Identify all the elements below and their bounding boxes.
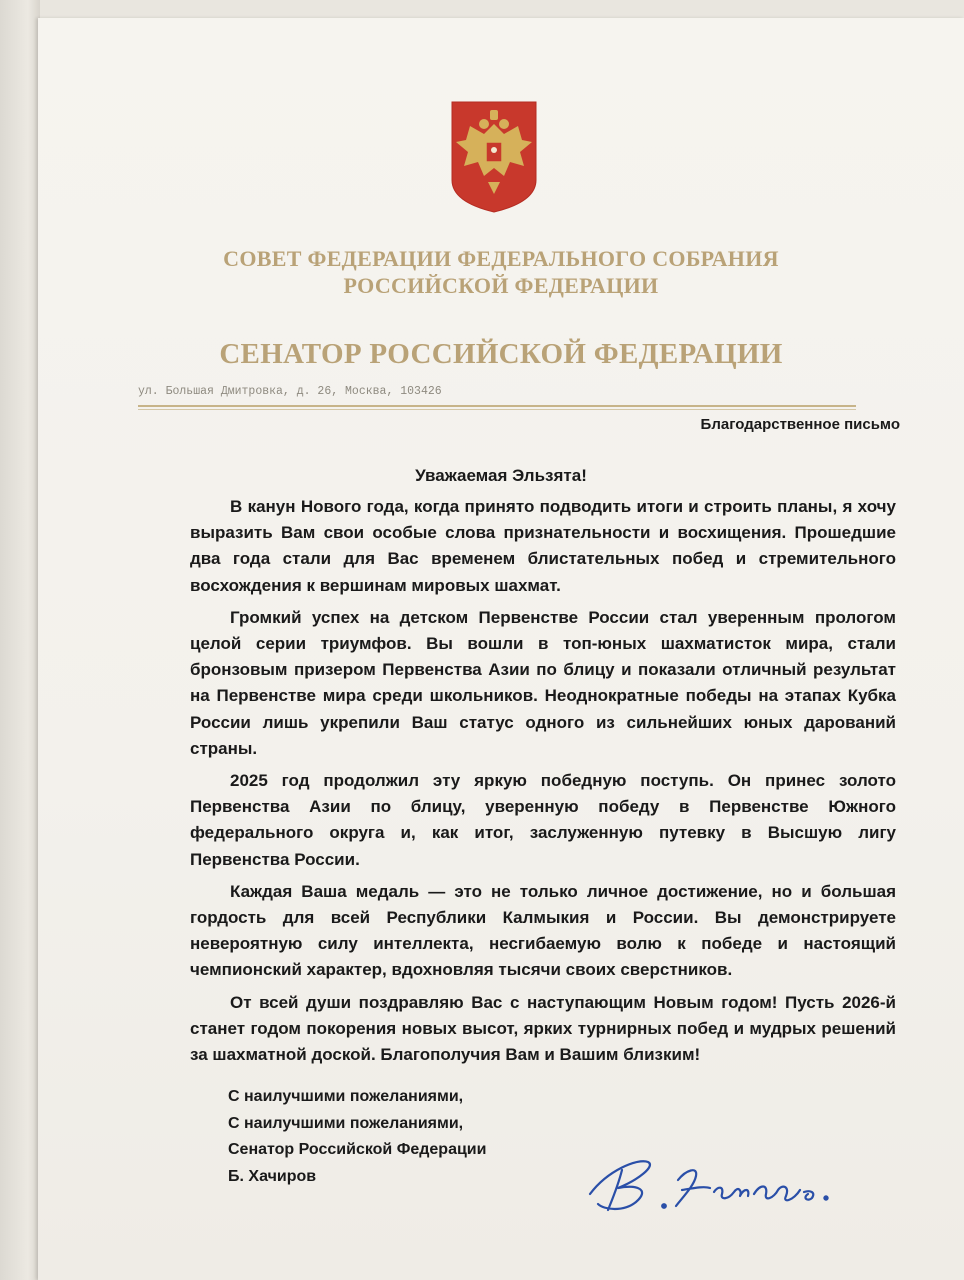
folder-edge [0,0,40,1280]
closing-line: С наилучшими пожеланиями, [228,1088,464,1105]
paragraph: 2025 год продолжил эту яркую победную поступь. Он принес золото Первенства Азии по блицу, уверенную победу в Первенстве Южного федерального округа и, как итог, заслуженную путевку в Высшую лигу Первенства России. [190,771,896,869]
organization-title-line1: СОВЕТ ФЕДЕРАЦИИ ФЕДЕРАЛЬНОГО СОБРАНИЯ [223,246,779,271]
letter-sheet [38,18,964,1280]
paragraph: Громкий успех на детском Первенстве России стал уверенным прологом целой серии триумфов. Вы вошли в топ-юных шахматисток мира, стали бронзовым призером Первенства Азии по блицу и показали отличный результат на Первенстве мира среди школьников. Неоднократные победы на этапах Кубка России лишь укрепили Ваш статус одного из сильнейших юных дарований страны. [190,607,896,758]
letter-body [190,494,896,1074]
header-divider [138,405,856,407]
paragraph: В канун Нового года, когда принято подводить итоги и строить планы, я хочу выразить Вам свои особые слова признательности и восхищения. Прошедшие два года стали для Вас временем блистательных побед и стремительного восхождения к вершинам мировых шахмат. [190,497,896,595]
handwritten-signature [578,1140,838,1220]
salutation: Уважаемая Эльзята! [415,466,587,485]
organization-title-line2: РОССИЙСКОЙ ФЕДЕРАЦИИ [343,273,659,298]
senator-title: СЕНАТОР РОССИЙСКОЙ ФЕДЕРАЦИИ [219,338,783,370]
russian-coat-of-arms-icon [448,98,540,216]
paragraph: Каждая Ваша медаль — это не только личное достижение, но и большая гордость для всей Республики Калмыкия и России. Вы демонстрируете невероятную силу интеллекта, несгибаемую волю к победе и настоящий чемпионский характер, вдохновляя тысячи своих сверстников. [190,881,896,980]
address: ул. Большая Дмитровка, д. 26, Москва, 103426 [138,385,442,398]
signer-name: Б. Хачиров [228,1167,317,1185]
document-type: Благодарственное письмо [700,416,900,433]
closing-block [228,1084,486,1190]
closing-line: С наилучшими пожеланиями, [228,1114,464,1132]
signer-position: Сенатор Российской Федерации [228,1141,487,1158]
paragraph: От всей души поздравляю Вас с наступающим Новым годом! Пусть 2026-й станет годом покорения новых высот, ярких турнирных побед и мудрых решений за шахматной доской. Благополучия Вам и Вашим близким! [190,992,896,1065]
header-divider-thin [138,409,856,410]
